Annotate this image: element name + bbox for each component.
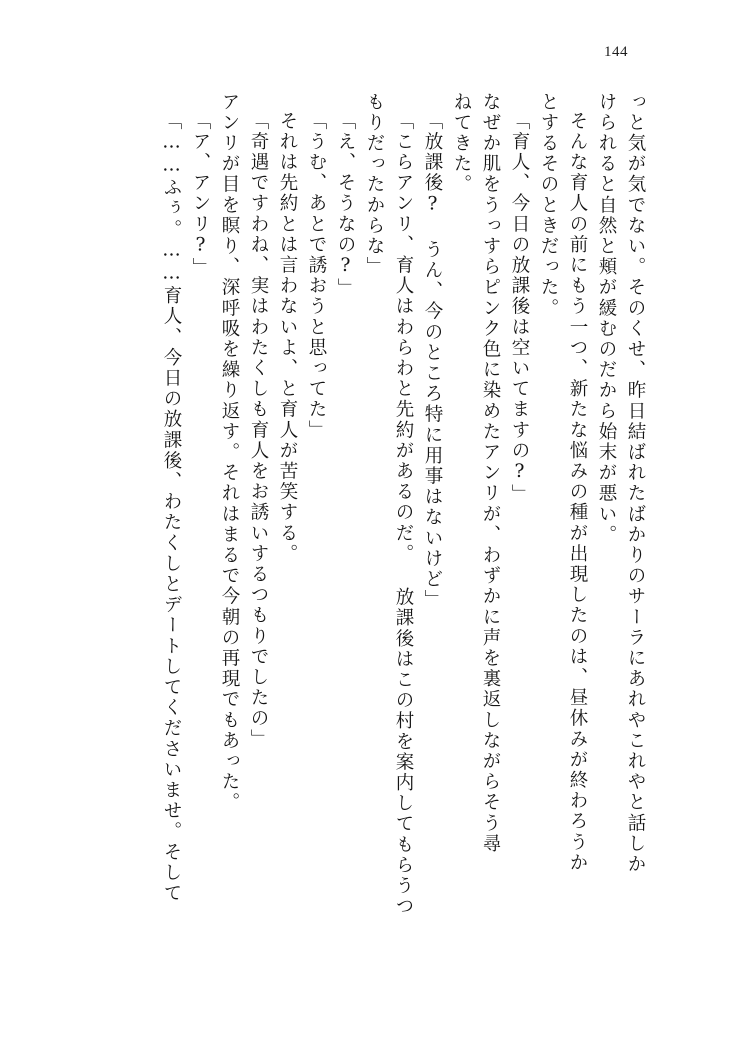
text-line: それは先約とは言わないよ、と育人が苦笑する。 <box>277 111 298 565</box>
text-line: なぜか肌をうっすらピンク色に染めたアンリが、わずかに声を裏返しながらそう尋 <box>480 92 501 855</box>
text-line: 「育人、今日の放課後は空いてますの?」 <box>509 111 530 505</box>
text-line: 「ア、アンリ?」 <box>190 111 211 279</box>
text-line: 「放課後? うん、今のところ特に用事はないけど」 <box>422 111 443 611</box>
text-line: アンリが目を瞑り、深呼吸を繰り返す。それはまるで今朝の再現でもあった。 <box>219 92 240 813</box>
page-number: 144 <box>604 44 628 60</box>
text-line: ねてきた。 <box>451 92 472 195</box>
text-line: 「こらアンリ、育人はわらわと先約があるのだ。 放課後はこの村を案内してもらうつ <box>393 111 414 917</box>
text-line: もりだったからな」 <box>364 92 385 278</box>
text-line: とするそのときだった。 <box>538 92 559 319</box>
text-line: けられると自然と頬が緩むのだから始末が悪い。 <box>596 92 617 546</box>
vertical-text-body <box>84 92 644 957</box>
text-line: 「奇遇ですわね、実はわたくしも育人をお誘いするつもりでしたの」 <box>248 111 269 750</box>
text-line: っと気が気でない。そのくせ、昨日結ばれたばかりのサーラにあれやこれやと話しか <box>625 92 646 875</box>
text-line: そんな育人の前にもう一つ、新たな悩みの種が出現したのは、昼休みが終わろうか <box>567 111 588 874</box>
text-line: 「うむ、あとで誘おうと思ってた」 <box>306 111 327 441</box>
text-line: 「え、そうなの?」 <box>335 111 356 299</box>
text-line: 「……ふぅ。……育人、今日の放課後、わたくしとデートしてくださいませ。そして <box>161 111 182 904</box>
